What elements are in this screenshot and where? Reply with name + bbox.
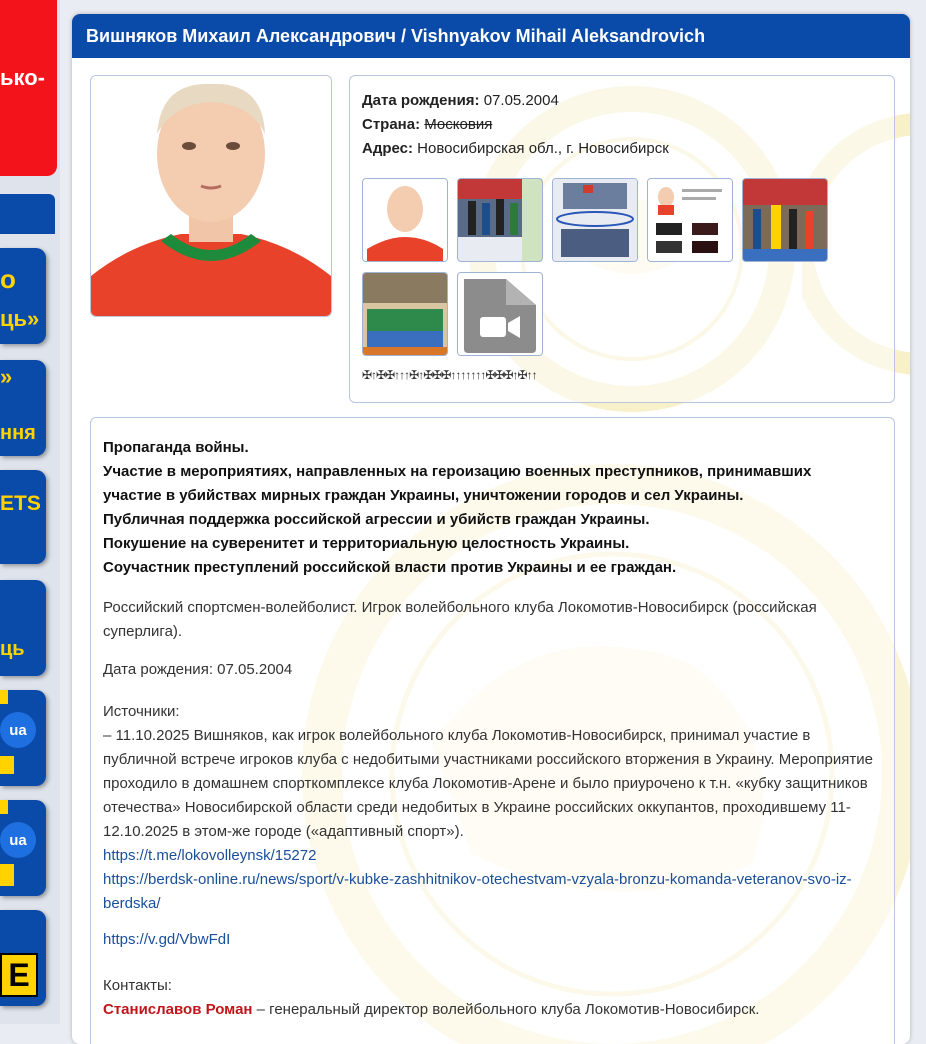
e-label: E <box>0 953 38 997</box>
sidebar-tab[interactable] <box>0 194 55 234</box>
left-sidebar <box>0 0 60 1024</box>
bio-paragraph: Российский спортсмен-волейболист. Игрок волейбольного клуба Локомотив-Новосибирск (российская суперлига). <box>103 599 817 640</box>
thumb-news-image <box>553 179 637 261</box>
source-text: – 11.10.2025 Вишняков, как игрок волейбольного клуба Локомотив-Новосибирск, принимал участие в публичной встрече игроков клуба с недобитыми участниками российского вторжения в Украину. Мероприятие проходило в домашнем спорткомплексе клуба Локомотив-Арене и было приурочено к т.н. «кубку защитников отечества» Новосибирской области среди недобитых в Украине российских оккупантов, проходившему 11-12.10.2025 в этом-же городе («адаптивный спорт»). <box>103 727 873 840</box>
portrait-image <box>91 76 331 316</box>
thumb-team-group-image <box>363 273 447 355</box>
description-panel <box>90 417 895 1044</box>
sidebar-button-2[interactable] <box>0 360 46 456</box>
contact-name[interactable]: Станиславов Роман <box>103 1001 253 1018</box>
ua-badge: ua <box>0 712 36 748</box>
birth-date-label: Дата рождения: <box>362 92 480 109</box>
gallery-thumb-2[interactable] <box>457 178 543 262</box>
source-link-3[interactable]: https://v.gd/VbwFdI <box>103 931 231 948</box>
thumb-team-event-image <box>458 179 542 261</box>
sources-label: Источники: <box>103 703 180 720</box>
sidebar-button-4-label: ць <box>0 638 25 660</box>
address-label: Адрес: <box>362 140 413 157</box>
birth-line: Дата рождения: 07.05.2004 <box>103 661 293 678</box>
thumb-portrait-image <box>363 179 447 261</box>
sources-block <box>103 700 888 952</box>
profile-card <box>72 14 910 1044</box>
profile-photo[interactable] <box>90 75 332 317</box>
accusation-line: Пропаганда войны. <box>103 439 249 456</box>
accusations-block <box>103 436 873 580</box>
gallery-thumb-6[interactable] <box>362 272 448 356</box>
gallery-thumb-1[interactable] <box>362 178 448 262</box>
thumb-volleyball-image <box>743 179 827 261</box>
sidebar-button-5[interactable] <box>0 690 46 786</box>
profile-title: Вишняков Михаил Александрович / Vishnyakov Mihail Aleksandrovich <box>72 14 910 58</box>
address-value: Новосибирская обл., г. Новосибирск <box>417 140 669 157</box>
country-row <box>362 116 492 133</box>
gallery-video-thumb[interactable] <box>457 272 543 356</box>
thumb-document-image <box>648 179 732 261</box>
yellow-mark <box>0 690 8 704</box>
ua-badge: ua <box>0 822 36 858</box>
gallery-thumb-3[interactable] <box>552 178 638 262</box>
accusation-line: Соучастник преступлений российской власти против Украины и ее граждан. <box>103 559 677 576</box>
flags-strip: ✠↑✠✠↑↑↑✠↑✠✠✠↑↑↑↑↑↑↑✠✠✠↑✠↑↑ <box>362 368 537 382</box>
gallery-thumb-5[interactable] <box>742 178 828 262</box>
source-link-1[interactable]: https://t.me/lokovolleynsk/15272 <box>103 847 317 864</box>
sidebar-button-3-label: ETS <box>0 492 41 515</box>
yellow-mark <box>0 756 14 774</box>
sidebar-button-2-label: » <box>0 364 13 389</box>
sidebar-button-6[interactable] <box>0 800 46 896</box>
birth-date-value: 07.05.2004 <box>483 92 559 109</box>
address-row <box>362 140 669 157</box>
video-file-icon <box>458 273 542 355</box>
yellow-mark <box>0 800 8 814</box>
sidebar-button-1-label-2: ць» <box>0 306 40 331</box>
sidebar-button-4[interactable] <box>0 580 46 676</box>
sidebar-button-1[interactable] <box>0 248 46 344</box>
birth-date-row <box>362 92 559 109</box>
accusation-line: Публичная поддержка российской агрессии и убийств граждан Украины. <box>103 511 650 528</box>
accusation-line: Покушение на суверенитет и территориальную целостность Украины. <box>103 535 630 552</box>
sidebar-button-2-label-2: ння <box>0 422 36 444</box>
contacts-block <box>103 974 888 1022</box>
country-label: Страна: <box>362 116 421 133</box>
gallery-thumb-4[interactable] <box>647 178 733 262</box>
red-banner-text: ько- <box>0 65 46 90</box>
accusation-line: Участие в мероприятиях, направленных на героизацию военных преступников, принимавших участие в убийствах мирных граждан Украины, уничтожении городов и сел Украины. <box>103 463 812 504</box>
sidebar-button-7[interactable] <box>0 910 46 1006</box>
info-panel <box>349 75 895 403</box>
sidebar-button-3[interactable] <box>0 470 46 564</box>
source-link-2[interactable]: https://berdsk-online.ru/news/sport/v-kubke-zashhitnikov-otechestvam-vzyala-bronzu-komanda-veteranov-svo-iz-berdska/ <box>103 871 852 912</box>
sidebar-button-1-label: о <box>0 264 16 294</box>
contacts-label: Контакты: <box>103 977 172 994</box>
contact-line <box>103 998 888 1022</box>
red-banner[interactable] <box>0 0 57 176</box>
country-value: Московия <box>424 116 493 133</box>
yellow-mark <box>0 864 14 886</box>
contact-role: – генеральный директор волейбольного клуба Локомотив-Новосибирск. <box>252 1001 760 1018</box>
